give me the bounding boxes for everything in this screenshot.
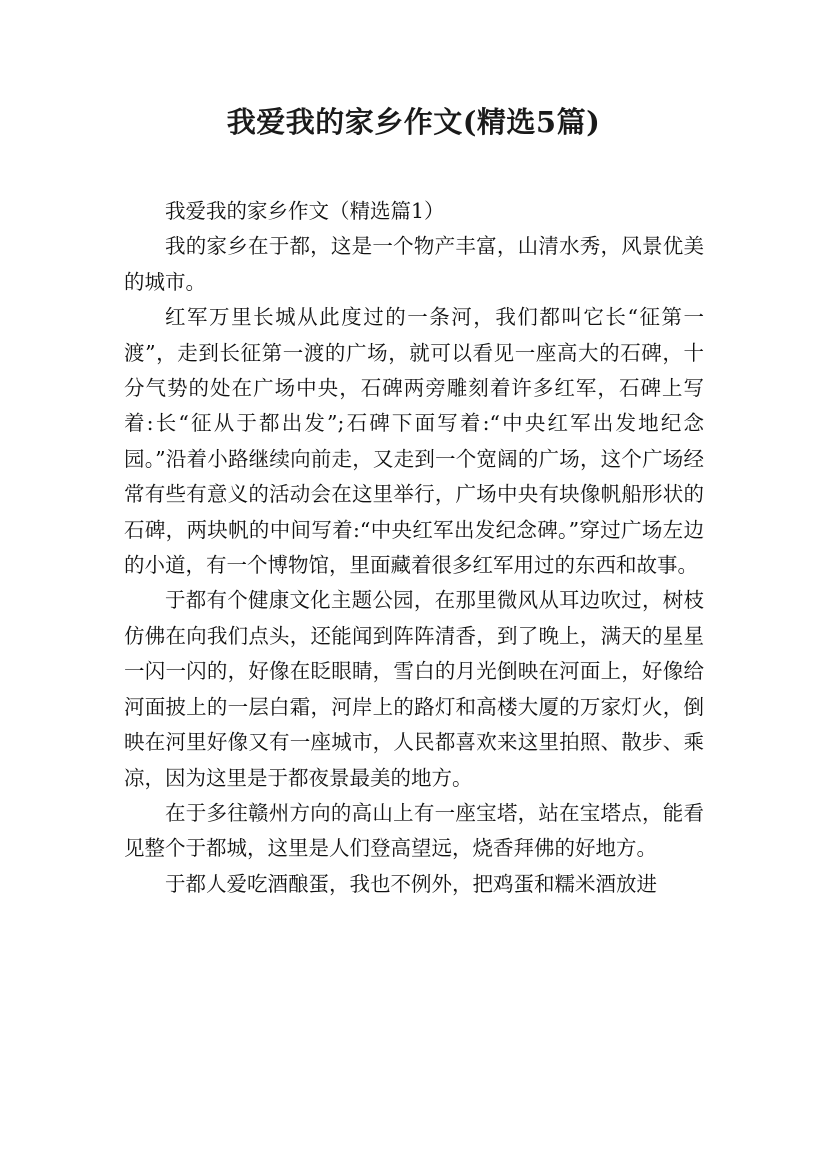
paragraph: 于都人爱吃酒酿蛋，我也不例外，把鸡蛋和糯米酒放进 bbox=[165, 871, 657, 896]
paragraph: 在于多往赣州方向的高山上有一座宝塔，站在宝塔点，能看见整个于都城，这里是人们登高望远，烧香拜佛的好地方。 bbox=[124, 800, 704, 861]
paragraph: 于都有个健康文化主题公园，在那里微风从耳边吹过，树枝仿佛在向我们点头，还能闻到阵阵清香，到了晚上，满天的星星一闪一闪的，好像在眨眼睛，雪白的月光倒映在河面上，好像给河面披上的一层白霜，河岸上的路灯和高楼大厦的万家灯火，倒映在河里好像又有一座城市，人民都喜欢来这里拍照、散步、乘凉，因为这里是于都夜景最美的地方。 bbox=[124, 588, 704, 790]
paragraph: 红军万里长城从此度过的一条河，我们都叫它长“征第一渡”，走到长征第一渡的广场，就可以看见一座高大的石碑，十分气势的处在广场中央，石碑两旁雕刻着许多红军，石碑上写着:长“征从于都出发”;石碑下面写着:“中央红军出发地纪念园。”沿着小路继续向前走，又走到一个宽阔的广场，这个广场经常有些有意义的活动会在这里举行，广场中央有块像帆船形状的石碑，两块帆的中间写着:“中央红军出发纪念碑。”穿过广场左边的小道，有一个博物馆，里面藏着很多红军用过的东西和故事。 bbox=[124, 305, 704, 578]
document-title: 我爱我的家乡作文(精选5篇) bbox=[226, 105, 601, 139]
paragraph: 我的家乡在于都，这是一个物产丰富，山清水秀，风景优美的城市。 bbox=[124, 234, 704, 294]
document-body bbox=[124, 194, 704, 902]
section-heading: 我爱我的家乡作文（精选篇1） bbox=[165, 199, 445, 223]
